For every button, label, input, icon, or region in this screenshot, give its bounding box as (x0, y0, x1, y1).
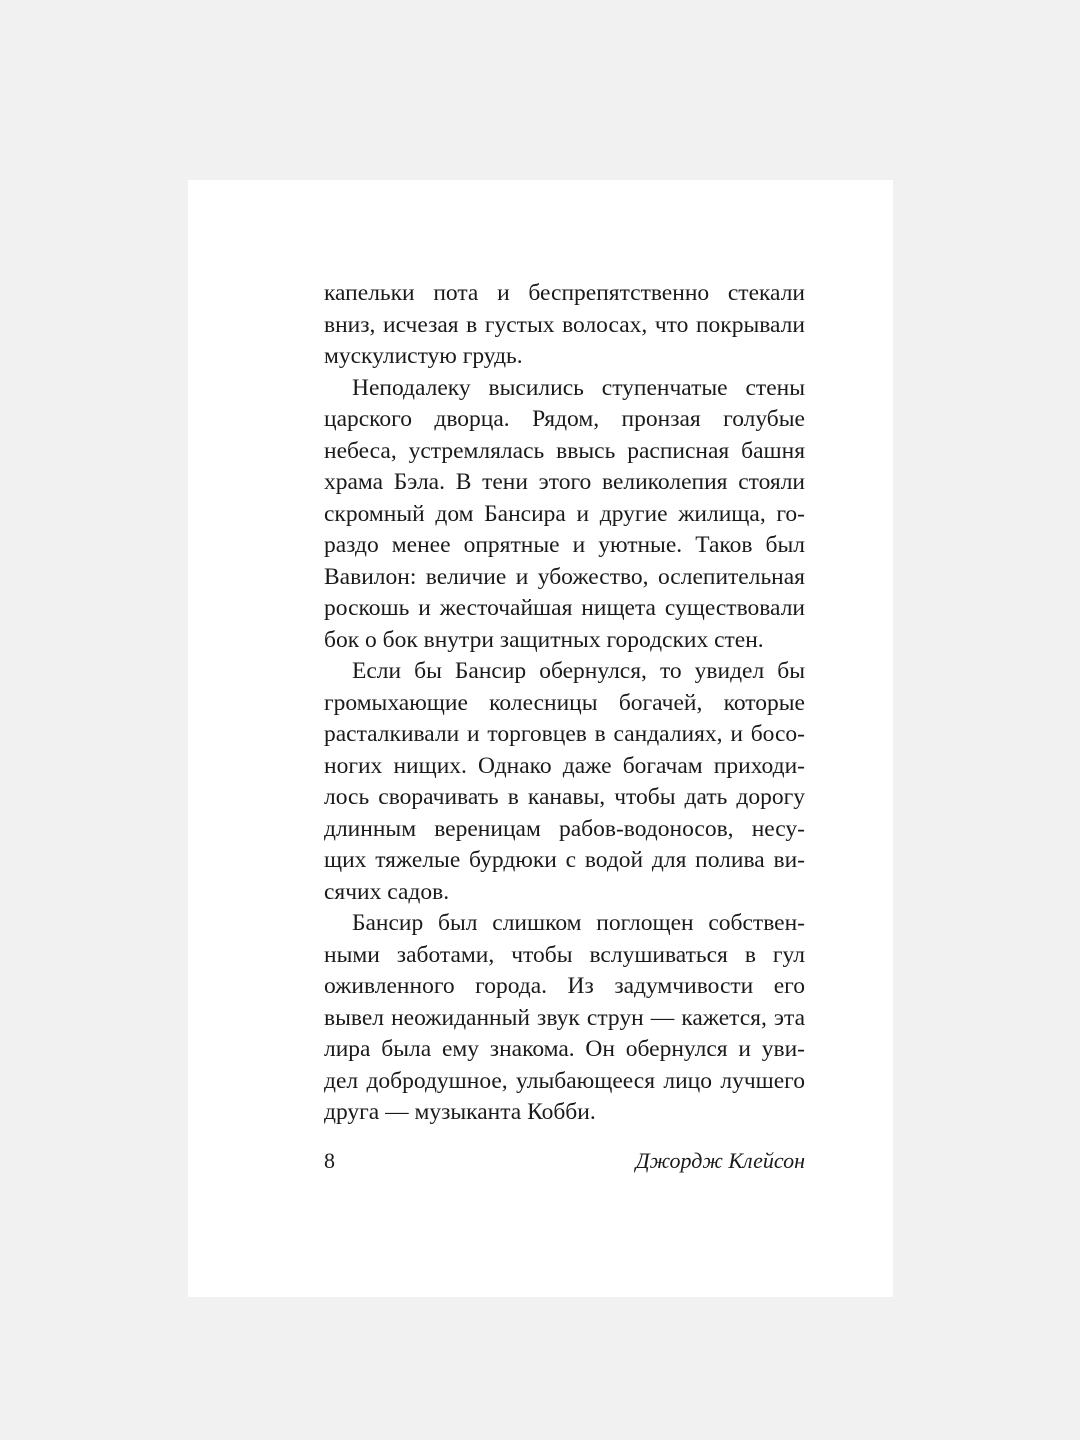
body-text (324, 278, 805, 1129)
text-line: лось сворачивать в канавы, чтобы дать дорогу (324, 784, 805, 810)
text-line: вывел неожиданный звук струн — кажется, эта (324, 1004, 805, 1031)
book-page (188, 180, 893, 1297)
text-line: раздо менее опрятные и уютные. Таков был (324, 532, 805, 558)
text-line: ногих нищих. Однако даже богачам приходи- (324, 752, 805, 779)
text-line: громыхающие колесницы богачей, которые (324, 689, 805, 716)
paragraph (324, 908, 805, 1129)
paragraph (324, 278, 805, 373)
text-line: друга — музыканта Кобби. (324, 1099, 596, 1125)
text-line: Неподалеку высились ступенчатые стены (352, 374, 805, 401)
text-line: роскошь и жесточайшая нищета существовали (324, 595, 805, 621)
page-footer (324, 1148, 805, 1174)
paragraph (324, 373, 805, 657)
text-line: дел добродушное, улыбающееся лицо лучшего (324, 1067, 805, 1094)
text-line: царского дворца. Рядом, пронзая голубые (324, 406, 805, 432)
running-footer-author: Джордж Клейсон (635, 1148, 805, 1173)
text-line: расталкивали и торговцев в сандалиях, и босо- (324, 721, 805, 747)
text-line: вниз, исчезая в густых волосах, что покрывали (324, 311, 805, 338)
text-line: ными заботами, чтобы вслушиваться в гул (324, 941, 805, 968)
text-line: мускулистую грудь. (324, 343, 523, 369)
text-line: щих тяжелые бурдюки с водой для полива ви- (324, 847, 805, 873)
text-line: Бансир был слишком поглощен собствен- (352, 910, 805, 936)
text-line: лира была ему знакома. Он обернулся и уви- (324, 1036, 805, 1062)
text-line: бок о бок внутри защитных городских стен. (324, 626, 764, 653)
text-line: небеса, устремлялась ввысь расписная башня (324, 437, 805, 464)
paragraph (324, 656, 805, 908)
text-line: капельки пота и беспрепятственно стекали (324, 280, 805, 306)
text-line: Если бы Бансир обернулся, то увидел бы (352, 658, 805, 684)
text-line: храма Бэла. В тени этого великолепия стояли (324, 469, 805, 495)
text-line: Вавилон: величие и убожество, ослепительная (324, 563, 805, 590)
text-line: сячих садов. (324, 878, 450, 905)
text-line: оживленного города. Из задумчивости его (324, 973, 805, 999)
text-line: скромный дом Бансира и другие жилища, го- (324, 500, 805, 527)
text-line: длинным вереницам рабов-водоносов, несу- (324, 815, 805, 842)
page-number: 8 (324, 1148, 335, 1173)
